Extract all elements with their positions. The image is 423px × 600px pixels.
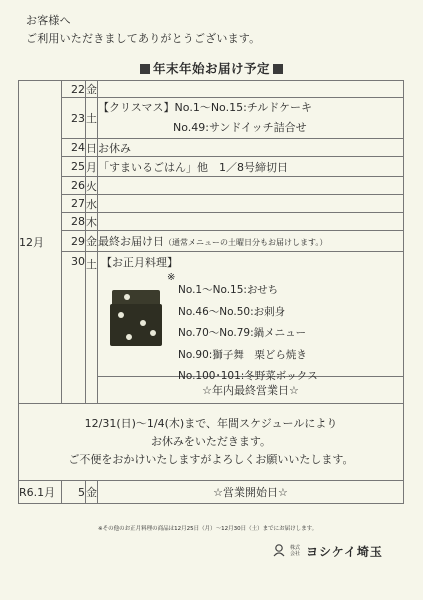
weekday-cell: 月 [86,157,98,177]
asterisk-mark: ※ [167,272,176,283]
table-row [19,157,404,177]
weekday-cell: 金 [86,81,98,98]
greeting-line-1: お客様へ [26,14,71,27]
schedule-heading [0,59,423,77]
christmas-line-1: 【クリスマス】No.1～No.15:チルドケーキ [98,101,313,114]
day-cell: 24 [62,139,86,157]
weekday-cell: 日 [86,139,98,157]
weekday-cell: 金 [86,481,98,504]
new-year-title: 【お正月料理】 [101,256,178,269]
day-cell: 23 [62,98,86,139]
footnote: ※その他のお正月料理の商品は12月25日（月）～12月30日（土）までにお届けします。 [98,526,318,532]
company-type-top: 株式 [290,545,301,551]
table-row [19,139,404,157]
table-row [19,231,404,252]
month-cell-december: 12月 [19,81,62,404]
weekday-cell: 土 [86,252,98,404]
table-row [19,481,404,504]
table-row [19,81,404,98]
jubako-box-icon [110,290,162,346]
content-cell [98,231,404,252]
content-cell [98,195,404,213]
table-row [19,98,404,139]
list-item: No.46～No.50:お刺身 [178,305,286,318]
square-bullet-icon [273,64,283,74]
table-row [19,213,404,231]
day-cell: 22 [62,81,86,98]
schedule-heading-text: 年末年始お届け予定 [152,61,270,76]
company-logo-icon [272,543,286,557]
content-cell: 「すまいるごはん」他 1／8号締切日 [98,157,404,177]
day-cell: 5 [62,481,86,504]
weekday-cell: 木 [86,213,98,231]
new-year-section [98,252,403,382]
company-name: ヨシケイ埼玉 [306,545,383,559]
weekday-cell: 金 [86,231,98,252]
table-row [19,195,404,213]
notice-line-3: ご不便をおかけいたしますがよろしくお願いいたします。 [68,453,354,466]
list-item: No.1～No.15:おせち [178,284,279,296]
business-start-day: ☆営業開始日☆ [98,481,404,504]
final-delivery-note: （通常メニューの土曜日分もお届けします。） [164,238,328,247]
content-cell [98,98,404,139]
month-cell-january: R6.1月 [19,481,62,504]
content-cell [98,252,404,382]
table-row [19,177,404,195]
christmas-line-2: No.49:サンドイッチ詰合せ [173,121,307,134]
weekday-cell: 水 [86,195,98,213]
day-cell: 28 [62,213,86,231]
greeting-line-2: ご利用いただきましてありがとうございます。 [26,32,261,45]
day-cell: 30 [62,252,86,404]
notice-row [19,404,404,481]
list-item: No.100･101:冬野菜ボックス [178,370,318,382]
content-cell [98,213,404,231]
new-year-item-list [178,280,318,388]
company-type-bottom: 会社 [290,551,301,557]
day-cell: 26 [62,177,86,195]
holiday-notice [19,404,404,481]
list-item: No.90:獅子舞 栗どら焼き [178,348,307,361]
notice-line-2: お休みをいただきます。 [150,435,272,448]
company-type [290,545,300,557]
schedule-table [18,80,404,504]
content-cell [98,177,404,195]
day-cell: 25 [62,157,86,177]
notice-line-1: 12/31(日)～1/4(木)まで、年間スケジュールにより [84,417,338,430]
day-cell: 29 [62,231,86,252]
content-cell: お休み [98,139,404,157]
day-cell: 27 [62,195,86,213]
table-row [19,252,404,377]
square-bullet-icon [140,64,150,74]
last-business-day: ☆年内最終営業日☆ [98,377,404,404]
list-item: No.70～No.79:鍋メニュー [178,327,307,339]
weekday-cell: 土 [86,98,98,139]
final-delivery-label: 最終お届け日 [98,235,164,248]
weekday-cell: 火 [86,177,98,195]
content-cell [98,81,404,98]
